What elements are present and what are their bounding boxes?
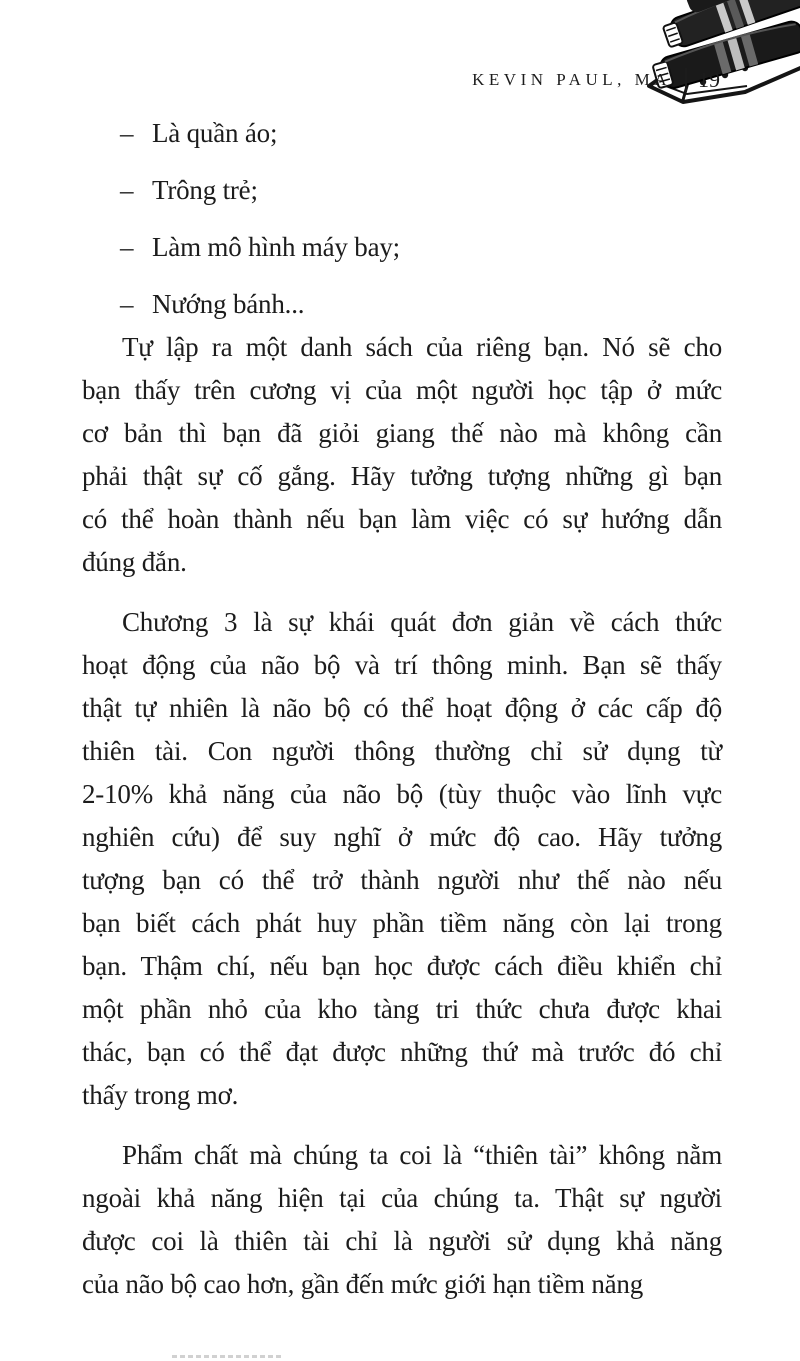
list-item-text: Trông trẻ; — [152, 175, 258, 205]
running-head — [472, 68, 720, 92]
text-line: thác, bạn có thể đạt được những thứ mà trước đó chỉ — [82, 1037, 722, 1067]
list-dash-marker: – — [120, 118, 134, 148]
running-head-author: KEVIN PAUL, MA — [472, 70, 671, 89]
text-line: bạn. Thậm chí, nếu bạn học được cách điều khiển chỉ — [82, 951, 722, 981]
text-line: thật tự nhiên là não bộ có thể hoạt động ở các cấp độ — [82, 693, 722, 723]
text-line: 2-10% khả năng của não bộ (tùy thuộc vào lĩnh vực — [82, 779, 722, 809]
list-item — [82, 283, 722, 326]
list-dash-marker: – — [120, 289, 134, 319]
header-separator-bar — [685, 68, 687, 92]
text-line: thấy trong mơ. — [82, 1080, 239, 1110]
text-line: đúng đắn. — [82, 547, 187, 577]
list-item — [82, 226, 722, 269]
list-item — [82, 169, 722, 212]
list-item — [82, 112, 722, 155]
text-line: Tự lập ra một danh sách của riêng bạn. Nó sẽ cho — [122, 332, 722, 362]
list-dash-marker: – — [120, 232, 134, 262]
paragraph — [82, 1134, 722, 1306]
text-line: được coi là thiên tài chỉ là người sử dụng khả năng — [82, 1226, 722, 1256]
text-line: hoạt động của não bộ và trí thông minh. Bạn sẽ thấy — [82, 650, 722, 680]
page-number: 19 — [698, 67, 720, 92]
text-line: bạn biết cách phát huy phần tiềm năng còn lại trong — [82, 908, 722, 938]
text-line: thiên tài. Con người thông thường chỉ sử dụng từ — [82, 736, 722, 766]
text-line: Phẩm chất mà chúng ta coi là “thiên tài” không nằm — [122, 1140, 722, 1170]
paragraph — [82, 601, 722, 1117]
text-line: một phần nhỏ của kho tàng tri thức chưa được khai — [82, 994, 722, 1024]
list-item-text: Làm mô hình máy bay; — [152, 232, 400, 262]
list-item-text: Nướng bánh... — [152, 289, 305, 319]
scan-artifact — [172, 1355, 282, 1358]
text-line: phải thật sự cố gắng. Hãy tưởng tượng những gì bạn — [82, 461, 722, 491]
text-line: tượng bạn có thể trở thành người như thế nào nếu — [82, 865, 722, 895]
list-item-text: Là quần áo; — [152, 118, 278, 148]
books-stack-illustration-icon — [625, 0, 800, 114]
page-content — [82, 112, 722, 1306]
text-line: ngoài khả năng hiện tại của chúng ta. Thật sự người — [82, 1183, 722, 1213]
text-line: bạn thấy trên cương vị của một người học tập ở mức — [82, 375, 722, 405]
body-paragraphs — [82, 326, 722, 1306]
text-line: có thể hoàn thành nếu bạn làm việc có sự hướng dẫn — [82, 504, 722, 534]
dash-list — [82, 112, 722, 326]
paragraph — [82, 326, 722, 584]
text-line: nghiên cứu) để suy nghĩ ở mức độ cao. Hãy tưởng — [82, 822, 722, 852]
text-line: của não bộ cao hơn, gần đến mức giới hạn tiềm năng — [82, 1269, 644, 1299]
text-line: cơ bản thì bạn đã giỏi giang thế nào mà không cần — [82, 418, 722, 448]
list-dash-marker: – — [120, 175, 134, 205]
text-line: Chương 3 là sự khái quát đơn giản về cách thức — [122, 607, 722, 637]
